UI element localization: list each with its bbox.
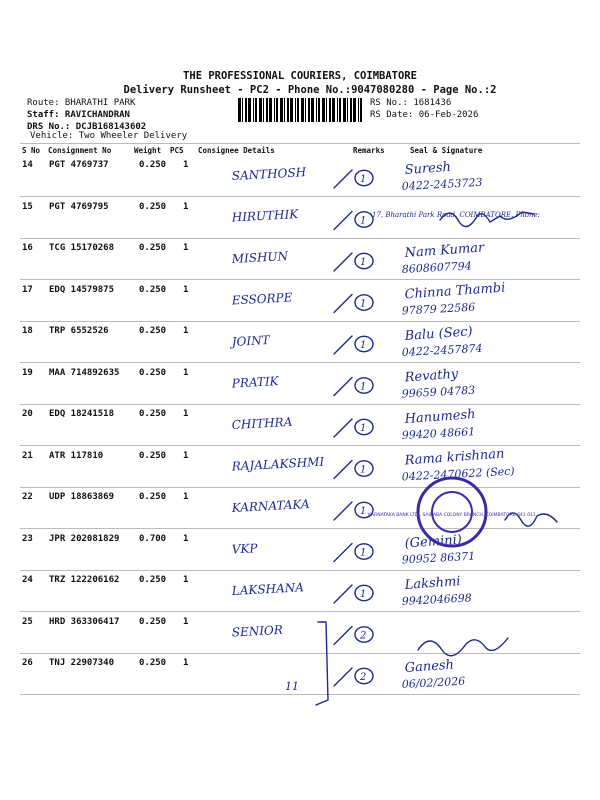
address-stamp: 17, Bharathi Park Road, COIMBATORE, Phone: xyxy=(372,211,540,219)
row-weight: 0.250 xyxy=(139,409,167,419)
row-pcs: 1 xyxy=(183,409,189,419)
remark-handwriting: 1 xyxy=(360,506,367,517)
row-pcs: 1 xyxy=(183,450,189,461)
row-weight: 0.250 xyxy=(139,326,167,336)
remark-slash xyxy=(334,502,352,520)
remark-slash xyxy=(334,170,352,188)
signature-handwriting: Revathy xyxy=(404,366,459,386)
row-sno: 16 xyxy=(22,243,33,253)
drs-number: DRS No.: DCJB168143602 xyxy=(27,122,147,132)
phone-handwriting: 0422-2470622 (Sec) xyxy=(401,464,516,484)
consignee-handwriting: HIRUTHIK xyxy=(231,207,299,225)
route-label: Route: BHARATHI PARK xyxy=(27,98,136,108)
row-weight: 0.250 xyxy=(139,367,167,378)
consignee-handwriting: CHITHRA xyxy=(231,414,293,432)
bank-seal-inner xyxy=(432,492,472,532)
row-weight: 0.250 xyxy=(139,284,167,295)
signature-handwriting: Rama krishnan xyxy=(404,446,505,469)
row-weight: 0.250 xyxy=(139,243,167,253)
row-pcs: 1 xyxy=(183,326,189,336)
remark-handwriting: 1 xyxy=(360,215,367,227)
remark-handwriting: 2 xyxy=(360,630,367,642)
col-consignment: Consignment No xyxy=(48,146,112,155)
row-pcs: 1 xyxy=(183,243,189,253)
remark-handwriting: 1 xyxy=(360,340,367,351)
remark-slash xyxy=(334,419,352,437)
rs-number: RS No.: 1681436 xyxy=(370,98,452,108)
row-consignment-no: PGT 4769737 xyxy=(49,160,109,170)
row-weight: 0.250 xyxy=(139,160,167,170)
remark-slash xyxy=(334,253,352,271)
col-consignee: Consignee Details xyxy=(198,146,275,155)
rs-date: RS Date: 06-Feb-2026 xyxy=(370,110,479,120)
consignee-handwriting: MISHUN xyxy=(231,249,289,266)
phone-handwriting: 9942046698 xyxy=(401,591,473,608)
signature-handwriting: Lakshmi xyxy=(404,574,461,593)
runsheet-subtitle: Delivery Runsheet - PC2 - Phone No.:9047080280 - Page No.:2 xyxy=(123,84,497,96)
row-consignment-no: MAA 714892635 xyxy=(49,367,120,378)
phone-handwriting: 0422-2453723 xyxy=(401,175,483,193)
phone-handwriting: 8608607794 xyxy=(401,259,473,276)
remark-handwriting: 1 xyxy=(360,589,367,600)
bank-seal-text: KARNATAKA BANK LTD., SAIBABA COLONY BRANCH, COIMBATORE-641 011 xyxy=(368,513,536,518)
row-consignment-no: TNJ 22907340 xyxy=(49,658,115,668)
col-pcs: PCS xyxy=(170,146,184,155)
row-pcs: 1 xyxy=(183,575,189,585)
remark-handwriting: 1 xyxy=(360,257,367,268)
remark-handwriting: 1 xyxy=(360,547,367,559)
row-weight: 0.250 xyxy=(139,575,167,585)
row-sno: 19 xyxy=(22,367,33,378)
row-consignment-no: JPR 202081829 xyxy=(49,533,120,544)
row-weight: 0.250 xyxy=(139,658,167,668)
consignee-handwriting: SANTHOSH xyxy=(231,165,307,183)
col-remarks: Remarks xyxy=(353,146,385,155)
row-pcs: 1 xyxy=(183,284,189,295)
row-pcs: 1 xyxy=(183,201,189,212)
row-consignment-no: TRP 6552526 xyxy=(49,326,109,336)
row-weight: 0.700 xyxy=(139,533,167,544)
consignee-handwriting: KARNATAKA xyxy=(231,496,310,515)
row-pcs: 1 xyxy=(183,367,189,378)
signature-handwriting: Ganesh xyxy=(404,657,455,676)
consignee-handwriting: SENIOR xyxy=(231,622,284,640)
row-sno: 25 xyxy=(22,616,33,627)
signature-handwriting: Balu (Sec) xyxy=(404,324,474,344)
remark-slash xyxy=(334,668,352,686)
vehicle-label: Vehicle: Two Wheeler Delivery xyxy=(30,131,188,141)
remark-slash xyxy=(334,544,352,562)
row-consignment-no: ATR 117810 xyxy=(49,450,104,461)
bracket-mark xyxy=(316,622,328,705)
signature-handwriting: Chinna Thambi xyxy=(404,280,506,303)
row-sno: 14 xyxy=(22,160,33,170)
row-consignment-no: TCG 15170268 xyxy=(49,243,115,253)
remark-slash xyxy=(334,212,352,230)
row-consignment-no: PGT 4769795 xyxy=(49,201,109,212)
phone-handwriting: 90952 86371 xyxy=(401,549,476,567)
consignee-handwriting: VKP xyxy=(231,541,258,557)
row-pcs: 1 xyxy=(183,658,189,668)
row-sno: 20 xyxy=(22,409,33,419)
row-pcs: 1 xyxy=(183,533,189,544)
consignee-handwriting: PRATIK xyxy=(231,374,279,391)
phone-handwriting: 06/02/2026 xyxy=(401,674,466,691)
ditto-mark: 11 xyxy=(285,680,299,693)
row-sno: 26 xyxy=(22,658,33,668)
phone-handwriting: 0422-2457874 xyxy=(401,341,483,359)
phone-handwriting: 99420 48661 xyxy=(401,425,476,442)
row-consignment-no: EDQ 14579875 xyxy=(49,284,115,295)
row-weight: 0.250 xyxy=(139,616,167,627)
remark-slash xyxy=(334,627,352,645)
row-consignment-no: HRD 363306417 xyxy=(49,616,120,627)
row-weight: 0.250 xyxy=(139,492,167,502)
row-weight: 0.250 xyxy=(139,201,167,212)
consignee-handwriting: RAJALAKSHMI xyxy=(231,454,325,474)
signature-handwriting: Hanumesh xyxy=(404,407,477,427)
row-sno: 24 xyxy=(22,575,33,585)
consignee-handwriting: LAKSHANA xyxy=(231,580,305,598)
remark-handwriting: 1 xyxy=(360,298,367,310)
signature-handwriting: (Gemini) xyxy=(404,532,463,552)
row-sno: 21 xyxy=(22,450,33,461)
remark-slash xyxy=(334,585,352,603)
row-weight: 0.250 xyxy=(139,450,167,461)
row-sno: 23 xyxy=(22,533,33,544)
row-pcs: 1 xyxy=(183,160,189,170)
row-sno: 15 xyxy=(22,201,33,212)
consignee-handwriting: JOINT xyxy=(231,333,271,349)
row-sno: 18 xyxy=(22,326,33,336)
row-sno: 17 xyxy=(22,284,33,295)
col-seal: Seal & Signature xyxy=(410,146,483,155)
signature-handwriting: Suresh xyxy=(404,159,452,178)
remark-slash xyxy=(334,461,352,479)
remark-slash xyxy=(334,295,352,313)
remark-handwriting: 2 xyxy=(360,672,367,683)
signature-handwriting: Nam Kumar xyxy=(404,240,485,261)
row-pcs: 1 xyxy=(183,492,189,502)
phone-handwriting: 99659 04783 xyxy=(401,383,476,401)
staff-label: Staff: RAVICHANDRAN xyxy=(27,110,130,120)
remark-handwriting: 1 xyxy=(360,381,367,393)
signature-scribble xyxy=(418,638,508,656)
row-pcs: 1 xyxy=(183,616,189,627)
col-sno: S No xyxy=(22,146,41,155)
row-consignment-no: EDQ 18241518 xyxy=(49,409,115,419)
row-consignment-no: UDP 18863869 xyxy=(49,492,115,502)
row-consignment-no: TRZ 122206162 xyxy=(49,575,120,585)
remark-handwriting: 1 xyxy=(360,423,367,434)
company-title: THE PROFESSIONAL COURIERS, COIMBATORE xyxy=(183,70,417,82)
remark-slash xyxy=(334,378,352,396)
remark-handwriting: 1 xyxy=(360,174,367,185)
remark-slash xyxy=(334,336,352,354)
remark-handwriting: 1 xyxy=(360,464,367,476)
consignee-handwriting: ESSORPE xyxy=(231,290,293,308)
col-weight: Weight xyxy=(134,146,162,155)
phone-handwriting: 97879 22586 xyxy=(401,300,476,318)
row-sno: 22 xyxy=(22,492,33,502)
